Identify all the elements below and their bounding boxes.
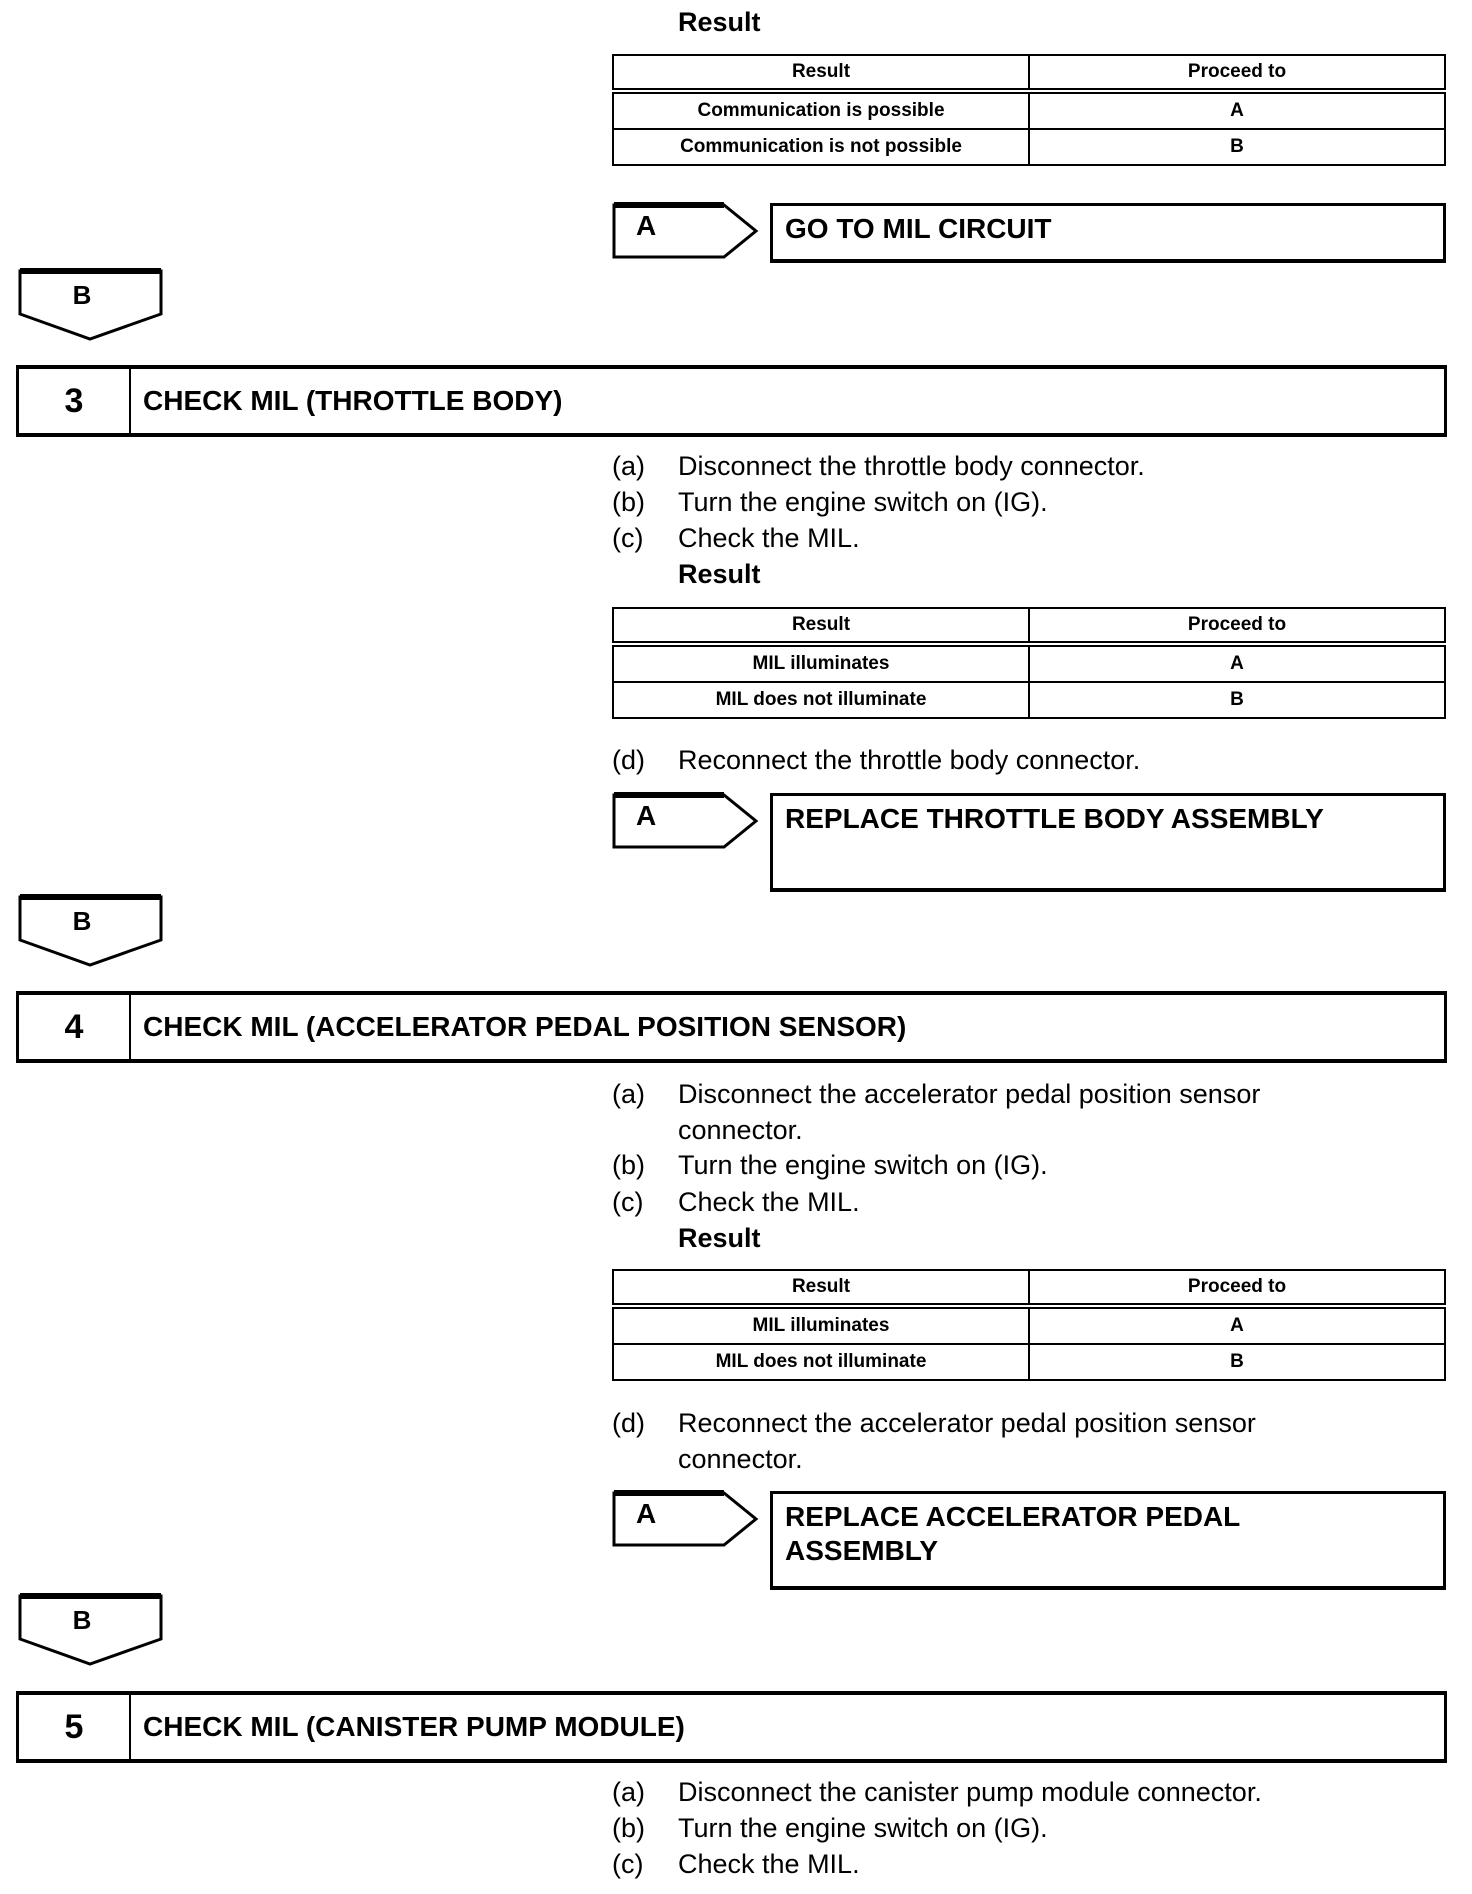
result-heading: Result [678,559,761,589]
arrow-right-icon [612,1490,760,1548]
item-label: (d) [612,745,645,775]
cell-result: MIL does not illuminate [613,682,1029,718]
cell-proceed: A [1029,644,1445,682]
branch-b-arrow [18,894,164,968]
result-heading: Result [678,1223,761,1253]
col-proceed: Proceed to [1029,608,1445,644]
item-text: Check the MIL. [678,523,860,553]
branch-b-arrow [18,1593,164,1667]
item-text: Check the MIL. [678,1849,860,1879]
result-heading: Result [678,7,761,37]
branch-label: A [636,1498,657,1529]
step-3-header [16,365,1447,437]
col-result: Result [613,1270,1029,1306]
step-title: CHECK MIL (ACCELERATOR PEDAL POSITION SENSOR) [143,1011,907,1042]
col-result: Result [613,608,1029,644]
step-number: 3 [19,369,131,433]
step-number: 5 [19,1695,131,1759]
cell-proceed: B [1029,682,1445,718]
step-number: 4 [19,995,131,1059]
item-label: (d) [612,1408,645,1438]
item-text: Turn the engine switch on (IG). [678,1150,1048,1180]
step-5-header [16,1691,1447,1763]
item-label: (b) [612,1813,645,1843]
cell-result: MIL does not illuminate [613,1344,1029,1380]
cell-proceed: B [1029,129,1445,165]
table-row [613,91,1445,129]
branch-b-arrow [18,268,164,342]
col-proceed: Proceed to [1029,1270,1445,1306]
item-text: Reconnect the throttle body connector. [678,745,1141,775]
item-label: (a) [612,1777,645,1807]
table-row [613,682,1445,718]
result-table-3 [612,607,1446,719]
cell-result: MIL illuminates [613,1306,1029,1344]
step-title: CHECK MIL (THROTTLE BODY) [143,385,563,416]
branch-label: B [72,906,92,936]
branch-a-arrow [612,202,760,260]
col-proceed: Proceed to [1029,55,1445,91]
branch-label: A [636,800,657,831]
table-row [613,644,1445,682]
item-text: Disconnect the canister pump module connector. [678,1777,1262,1807]
step-title: CHECK MIL (CANISTER PUMP MODULE) [143,1711,685,1742]
table-row [613,1344,1445,1380]
action-text: GO TO MIL CIRCUIT [785,213,1052,244]
result-table-4 [612,1269,1446,1381]
action-text: REPLACE THROTTLE BODY ASSEMBLY [785,803,1324,834]
result-table-1 [612,54,1446,166]
col-result: Result [613,55,1029,91]
action-box [770,203,1446,263]
cell-proceed: B [1029,1344,1445,1380]
branch-label: B [72,280,92,310]
cell-result: Communication is not possible [613,129,1029,165]
table-row [613,129,1445,165]
cell-result: Communication is possible [613,91,1029,129]
arrow-right-icon [612,792,760,850]
cell-result: MIL illuminates [613,644,1029,682]
action-text: REPLACE ACCELERATOR PEDAL ASSEMBLY [785,1501,1240,1566]
item-label: (c) [612,1849,644,1879]
item-label: (c) [612,523,644,553]
branch-a-arrow [612,792,760,850]
branch-label: B [72,1605,92,1635]
cell-proceed: A [1029,91,1445,129]
item-text: Disconnect the throttle body connector. [678,451,1145,481]
step-4-header [16,991,1447,1063]
cell-proceed: A [1029,1306,1445,1344]
item-text: Turn the engine switch on (IG). [678,1813,1048,1843]
item-text: Disconnect the accelerator pedal position sensor connector. [678,1079,1261,1145]
branch-a-arrow [612,1490,760,1548]
item-label: (a) [612,1079,645,1109]
item-label: (a) [612,451,645,481]
item-label: (b) [612,1150,645,1180]
item-text: Check the MIL. [678,1187,860,1217]
action-box [770,793,1446,892]
table-row [613,1306,1445,1344]
arrow-right-icon [612,202,760,260]
item-text: Reconnect the accelerator pedal position sensor connector. [678,1408,1256,1474]
item-label: (b) [612,487,645,517]
branch-label: A [636,210,657,241]
action-box [770,1491,1446,1590]
item-text: Turn the engine switch on (IG). [678,487,1048,517]
item-label: (c) [612,1187,644,1217]
